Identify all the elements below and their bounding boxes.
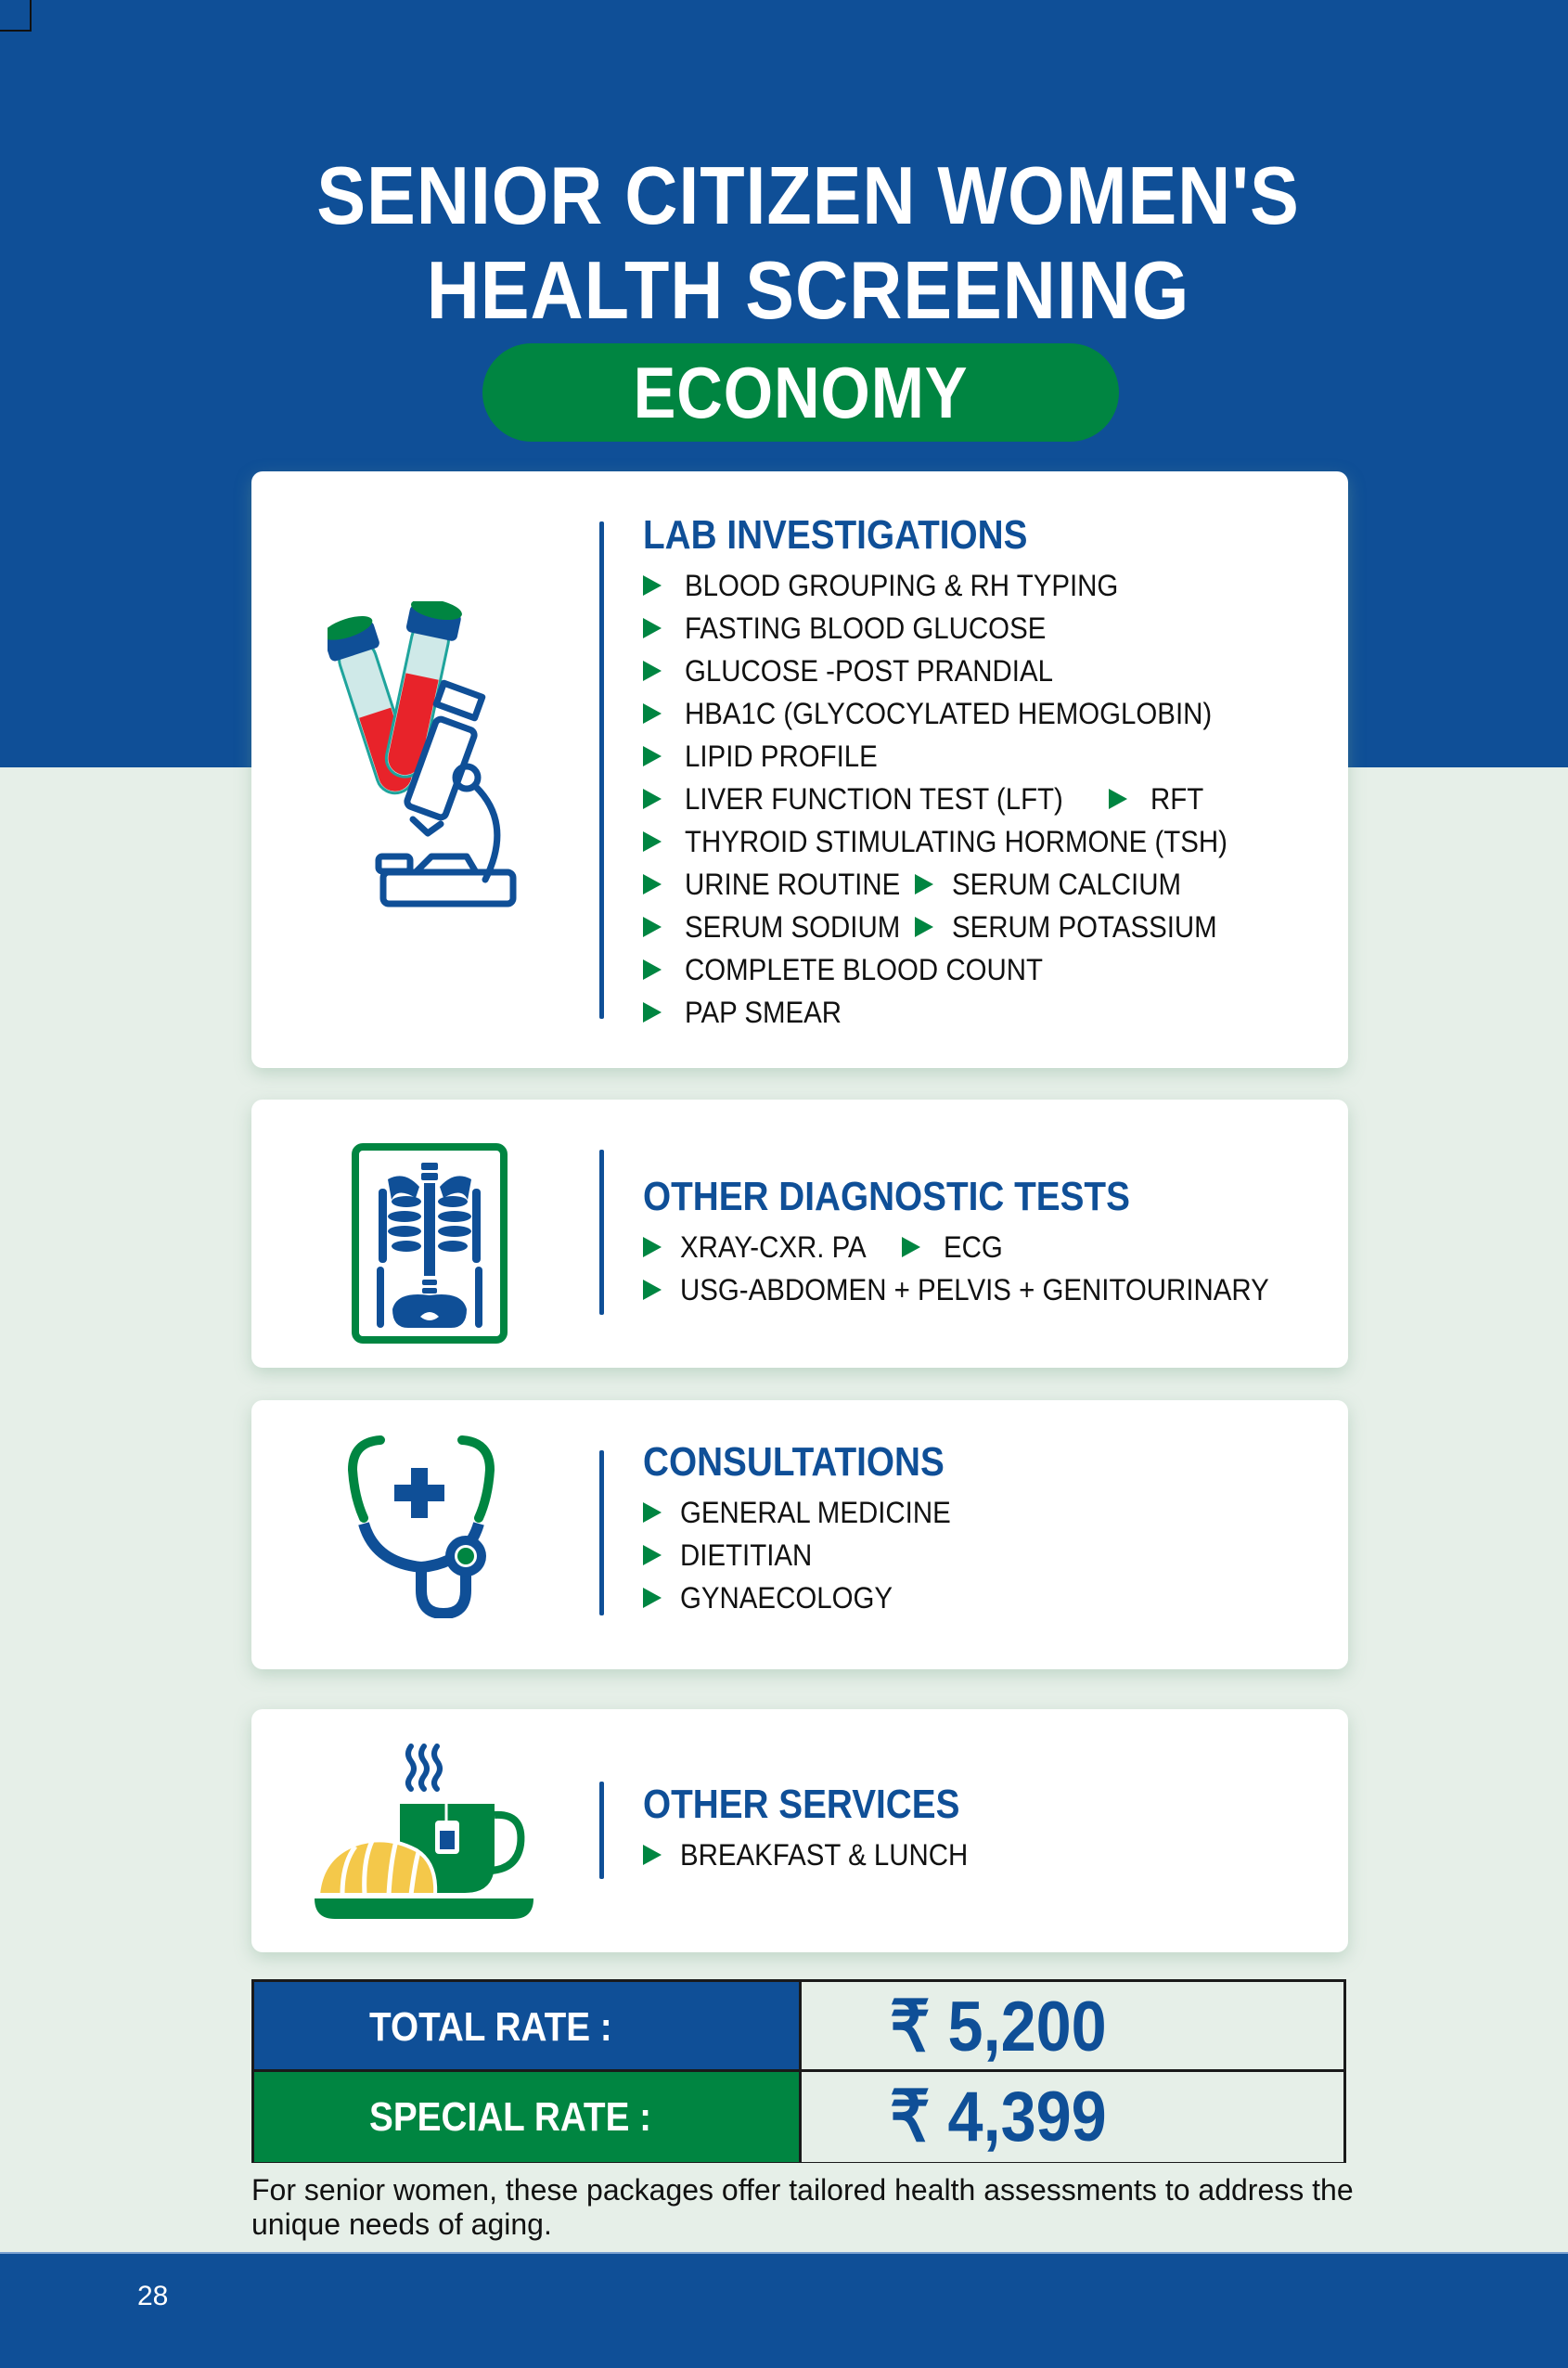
other-services-card	[251, 1709, 1348, 1952]
consultation-list	[643, 1491, 1330, 1619]
list-item: LIPID PROFILE	[643, 735, 1330, 778]
bullet-arrow-icon	[643, 831, 662, 852]
section-heading: LAB INVESTIGATIONS	[643, 512, 1028, 558]
other-diagnostic-tests-card	[251, 1100, 1348, 1368]
footer-band	[0, 2252, 1568, 2368]
bullet-arrow-icon	[643, 959, 662, 980]
package-tier-badge	[482, 343, 1119, 442]
bullet-arrow-icon	[643, 575, 662, 596]
bullet-arrow-icon	[643, 1845, 662, 1865]
list-item: HBA1C (GLYCOCYLATED HEMOGLOBIN)	[643, 692, 1330, 735]
bullet-arrow-icon	[643, 1545, 662, 1565]
lab-test-list	[643, 564, 1330, 1034]
section-heading: OTHER SERVICES	[643, 1782, 960, 1827]
bullet-arrow-icon	[643, 874, 662, 894]
special-rate-value: ₹ 4,399	[799, 2072, 1343, 2162]
section-divider	[599, 521, 604, 1019]
list-item: COMPLETE BLOOD COUNT	[643, 948, 1330, 991]
list-item: USG-ABDOMEN + PELVIS + GENITOURINARY	[643, 1268, 1330, 1311]
page-title	[81, 148, 1536, 338]
special-rate-label: SPECIAL RATE :	[254, 2072, 799, 2162]
list-item: DIETITIAN	[643, 1534, 1330, 1577]
list-item: URINE ROUTINE SERUM CALCIUM	[643, 863, 1330, 906]
bullet-arrow-icon	[915, 874, 933, 894]
list-item: THYROID STIMULATING HORMONE (TSH)	[643, 820, 1330, 863]
list-item: PAP SMEAR	[643, 991, 1330, 1034]
list-item: BREAKFAST & LUNCH	[643, 1834, 1330, 1876]
bullet-arrow-icon	[643, 1280, 662, 1300]
bullet-arrow-icon	[643, 1002, 662, 1023]
diagnostic-test-list	[643, 1226, 1330, 1311]
price-table	[251, 1979, 1346, 2163]
section-divider	[599, 1150, 604, 1315]
list-item: BLOOD GROUPING & RH TYPING	[643, 564, 1330, 607]
bullet-arrow-icon	[643, 917, 662, 937]
page-number: 28	[137, 2281, 169, 2311]
list-item: GENERAL MEDICINE	[643, 1491, 1330, 1534]
bullet-arrow-icon	[643, 618, 662, 638]
bullet-arrow-icon	[643, 661, 662, 681]
list-item: SERUM SODIUM SERUM POTASSIUM	[643, 906, 1330, 948]
special-rate-row	[254, 2072, 1343, 2162]
list-item: GLUCOSE -POST PRANDIAL	[643, 650, 1330, 692]
bullet-arrow-icon	[902, 1237, 920, 1257]
consultations-card	[251, 1400, 1348, 1669]
service-list	[643, 1834, 1330, 1876]
list-item: FASTING BLOOD GLUCOSE	[643, 607, 1330, 650]
list-item: LIVER FUNCTION TEST (LFT) RFT	[643, 778, 1330, 820]
bullet-arrow-icon	[915, 917, 933, 937]
bullet-arrow-icon	[643, 703, 662, 724]
list-item: GYNAECOLOGY	[643, 1577, 1330, 1619]
microscope-test-tubes-icon	[328, 601, 522, 935]
bullet-arrow-icon	[643, 789, 662, 809]
bullet-arrow-icon	[643, 1502, 662, 1523]
breakfast-tea-icon	[315, 1743, 537, 1919]
total-rate-label: TOTAL RATE :	[254, 1982, 799, 2069]
section-heading: CONSULTATIONS	[643, 1439, 945, 1485]
lab-investigations-card	[251, 471, 1348, 1068]
total-rate-value: ₹ 5,200	[799, 1982, 1343, 2069]
section-divider	[599, 1450, 604, 1615]
bullet-arrow-icon	[1109, 789, 1127, 809]
crop-mark-top	[0, 0, 32, 32]
section-divider	[599, 1782, 604, 1879]
title-line-1: SENIOR CITIZEN WOMEN'S	[316, 149, 1300, 241]
bullet-arrow-icon	[643, 746, 662, 766]
package-description: For senior women, these packages offer tailored health assessments to address the unique needs of aging.	[251, 2173, 1354, 2241]
badge-label: ECONOMY	[633, 352, 969, 433]
bullet-arrow-icon	[643, 1588, 662, 1608]
xray-skeleton-icon	[351, 1142, 508, 1345]
section-heading: OTHER DIAGNOSTIC TESTS	[643, 1174, 1130, 1219]
bullet-arrow-icon	[643, 1237, 662, 1257]
stethoscope-icon	[347, 1433, 495, 1618]
title-line-2: HEALTH SCREENING	[426, 244, 1190, 336]
list-item: XRAY-CXR. PA ECG	[643, 1226, 1330, 1268]
total-rate-row	[254, 1982, 1343, 2072]
